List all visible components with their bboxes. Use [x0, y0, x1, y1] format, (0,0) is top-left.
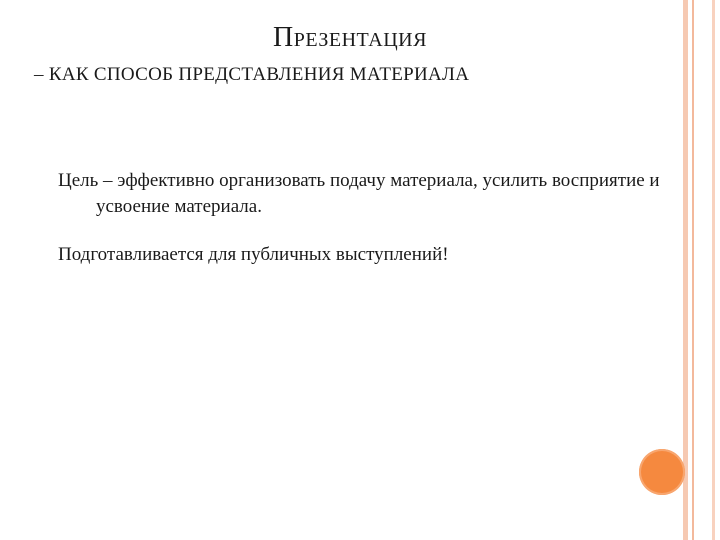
slide-subtitle: – КАК СПОСОБ ПРЕДСТАВЛЕНИЯ МАТЕРИАЛА	[34, 64, 470, 85]
title-first-letter: П	[273, 22, 294, 53]
decorative-rail-right	[712, 0, 715, 540]
decorative-rail-middle	[692, 0, 694, 540]
paragraph-goal: Цель – эффективно организовать подачу материала, усилить восприятие и усвоение материала.	[58, 170, 660, 217]
slide-title	[20, 22, 680, 54]
paragraph-purpose: Подготавливается для публичных выступлений!	[58, 244, 449, 265]
slide-body	[58, 168, 678, 290]
decorative-rail-left	[683, 0, 688, 540]
orange-circle-icon	[639, 449, 685, 495]
title-rest: РЕЗЕНТАЦИЯ	[293, 29, 427, 51]
